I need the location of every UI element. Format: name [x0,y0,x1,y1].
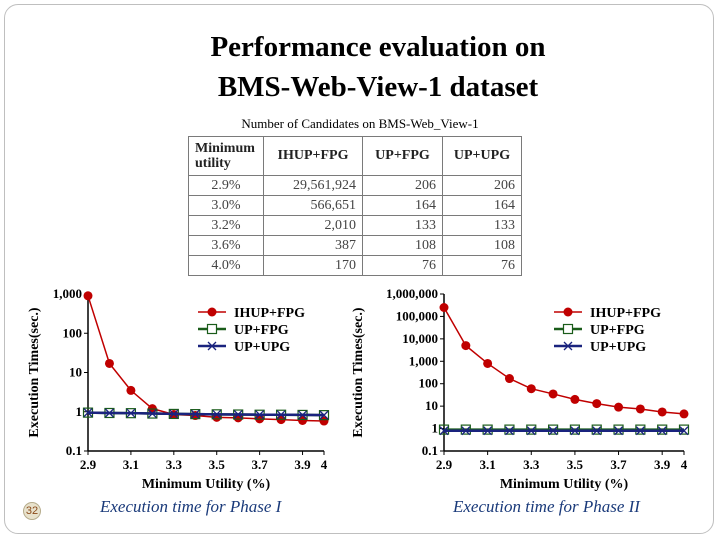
y-axis-label: Execution Times(sec.) [351,307,366,438]
y-axis-label: Execution Times(sec.) [27,307,42,438]
table-cell: 4.0% [189,256,264,276]
data-point-circle [483,359,492,368]
table-cell: 164 [443,196,522,216]
data-point-circle [614,403,623,412]
x-axis-label: Minimum Utility (%) [141,477,271,492]
x-tick-label: 4 [320,457,328,472]
y-tick-label: 10 [69,364,82,380]
table-cell: 566,651 [264,196,363,216]
data-point-circle [105,359,114,368]
data-point-circle [680,409,689,418]
table-cell: 164 [363,196,443,216]
y-tick-label: 0.1 [65,443,82,458]
page-number: 32 [23,502,41,520]
table-cell: 108 [363,236,443,256]
legend-marker-circle [208,308,217,317]
table-cell: 3.6% [189,236,264,256]
legend-label: UP+UPG [590,340,647,355]
data-point-circle [440,303,449,312]
series-line-circle [444,308,684,414]
x-tick-label: 3.1 [479,457,496,472]
table-cell: 170 [264,256,363,276]
header-min-line2: utility [195,156,231,171]
table-cell: 3.2% [189,216,264,236]
legend-label: IHUP+FPG [590,306,661,321]
y-tick-label: 10,000 [402,330,438,346]
table-cell: 387 [264,236,363,256]
data-point-circle [461,341,470,350]
slide-title-line2: BMS-Web-View-1 dataset [217,71,539,103]
slide-title-line1: Performance evaluation on [210,31,546,63]
data-point-circle [636,404,645,413]
table-cell: 29,561,924 [264,176,363,196]
x-tick-label: 2.9 [79,457,97,472]
legend-label: IHUP+FPG [234,306,305,321]
table-cell: 2.9% [189,176,264,196]
y-tick-label: 1,000,000 [386,286,438,301]
legend-label: UP+UPG [234,340,291,355]
legend-marker-square [208,325,217,334]
y-tick-label: 1 [431,420,438,436]
header-up-fpg: UP+FPG [363,137,443,176]
data-point-circle [126,386,135,395]
table-cell: 108 [443,236,522,256]
header-up-upg: UP+UPG [443,137,522,176]
data-point-circle [658,407,667,416]
legend-label: UP+FPG [234,323,289,338]
y-tick-label: 1 [75,403,82,419]
x-tick-label: 2.9 [435,457,453,472]
x-tick-label: 3.7 [251,457,268,472]
x-tick-label: 3.3 [523,457,540,472]
legend-marker-circle [564,308,573,317]
table-cell: 133 [443,216,522,236]
table-cell: 206 [443,176,522,196]
table-cell: 3.0% [189,196,264,216]
y-tick-label: 10 [425,398,438,414]
header-min-line1: Minimum [195,141,255,156]
header-ihup-fpg: IHUP+FPG [264,137,363,176]
table-cell: 76 [363,256,443,276]
y-tick-label: 1,000 [408,353,438,369]
data-point-circle [84,291,93,300]
table-cell: 133 [363,216,443,236]
table-cell: 2,010 [264,216,363,236]
y-tick-label: 100 [418,375,438,391]
data-point-circle [549,389,558,398]
series-line-x [88,413,324,416]
y-tick-label: 100,000 [395,308,438,324]
data-point-circle [527,384,536,393]
data-point-circle [570,395,579,404]
data-point-circle [505,374,514,383]
chart-caption-phase1: Execution time for Phase I [100,497,282,516]
x-tick-label: 3.7 [610,457,627,472]
table-caption: Number of Candidates on BMS-Web_View-1 [241,116,479,131]
x-tick-label: 3.1 [122,457,140,472]
legend-label: UP+FPG [590,323,645,338]
legend-marker-square [564,325,573,334]
x-tick-label: 3.5 [566,457,584,472]
x-axis-label: Minimum Utility (%) [499,477,629,492]
x-tick-label: 3.9 [654,457,671,472]
table-cell: 206 [363,176,443,196]
y-tick-label: 0.1 [421,443,438,458]
x-tick-label: 3.3 [165,457,182,472]
x-tick-label: 3.9 [294,457,311,472]
x-tick-label: 3.5 [208,457,225,472]
data-point-circle [592,399,601,408]
table-cell: 76 [443,256,522,276]
chart-caption-phase2: Execution time for Phase II [453,497,640,516]
y-tick-label: 100 [62,325,82,341]
y-tick-label: 1,000 [52,286,82,301]
x-tick-label: 4 [680,457,688,472]
